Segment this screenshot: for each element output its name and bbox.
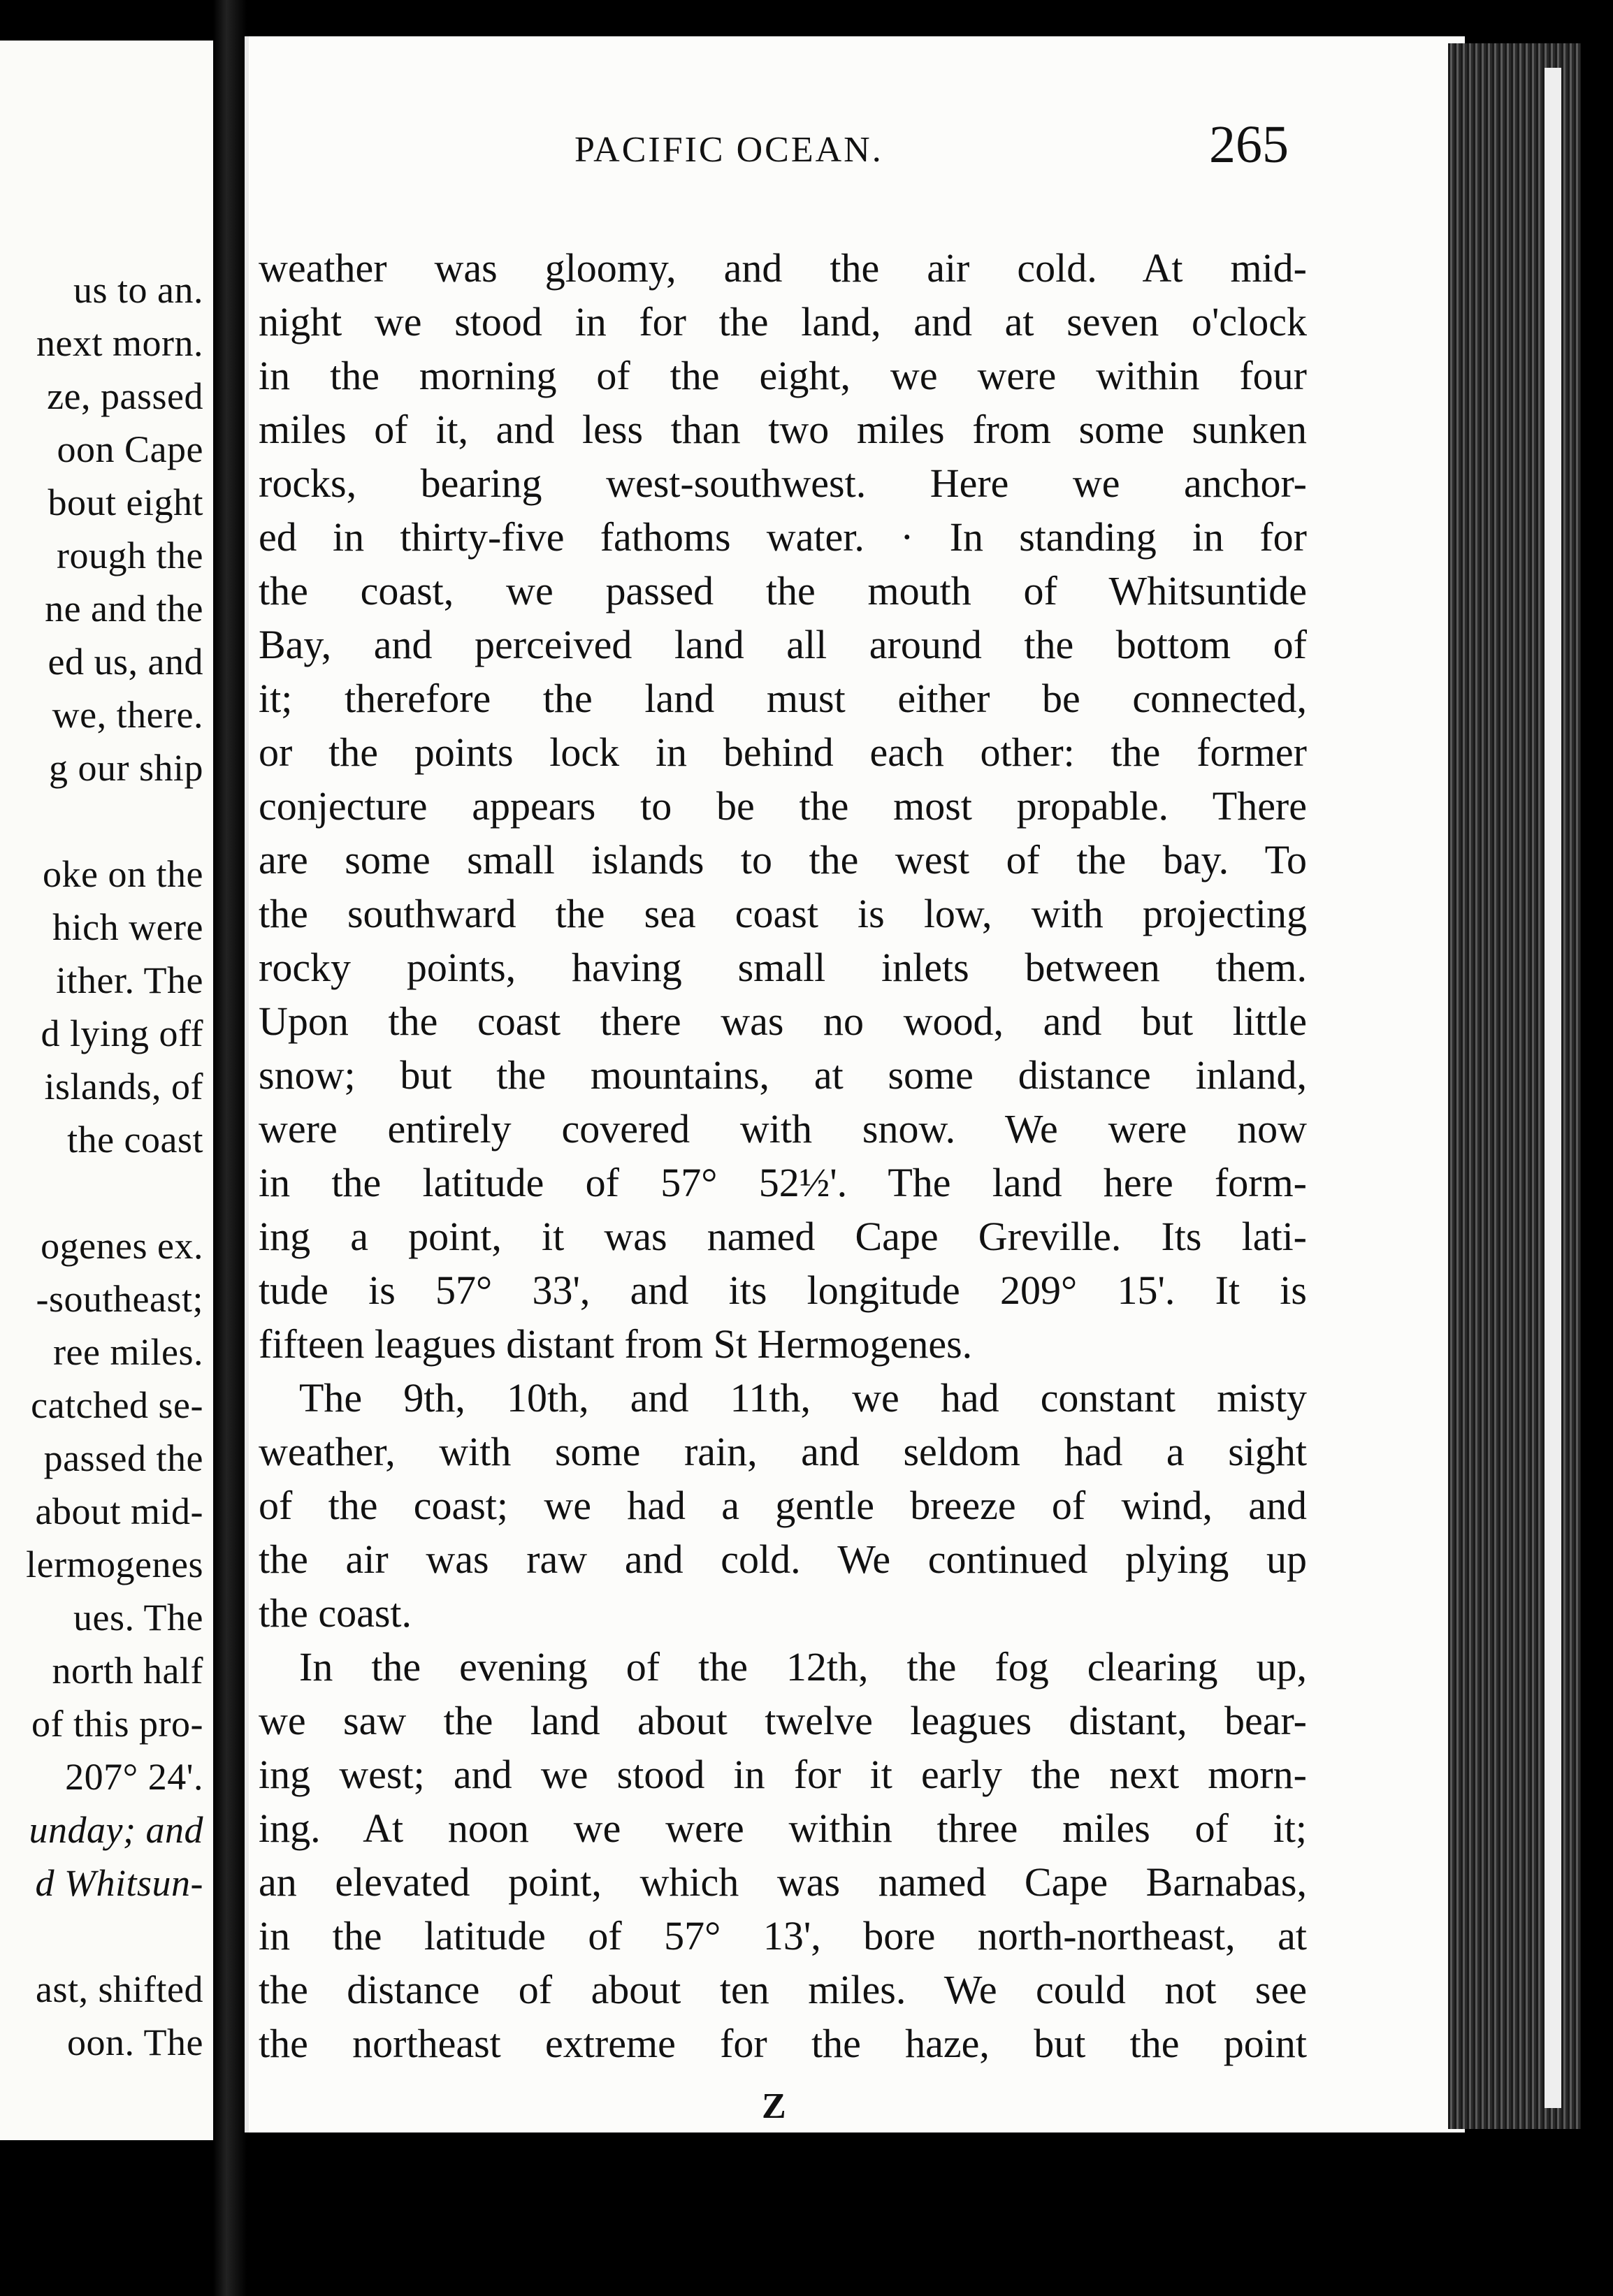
text-line: ing. At noon we were within three miles of it; [259,1805,1307,1851]
facing-line: ast, shifted [36,1968,203,2010]
facing-line: the coast [67,1119,203,1161]
facing-line: oon Cape [57,428,203,470]
facing-line: ze, passed [47,375,203,417]
text-line: ed in thirty-five fathoms water. · In standing in for [259,514,1307,560]
text-line: Upon the coast there was no wood, and but little [259,998,1307,1044]
text-line: it; therefore the land must either be connected, [259,676,1307,721]
text-line: are some small islands to the west of the bay. To [259,837,1307,882]
running-head: PACIFIC OCEAN. [574,130,883,170]
facing-line: north half [52,1650,203,1692]
text-line: or the points lock in behind each other: the former [259,729,1307,775]
facing-line: next morn. [36,322,203,364]
facing-line: ues. The [73,1597,203,1639]
text-line: the northeast extreme for the haze, but the point [259,2021,1307,2066]
facing-line: hich were [52,906,203,948]
facing-line: ne and the [45,588,203,630]
facing-page-fragment [0,41,213,2140]
facing-line: of this pro- [31,1703,203,1745]
book-gutter [213,0,247,2296]
text-line: weather was gloomy, and the air cold. At mid- [259,245,1307,291]
text-line: Bay, and perceived land all around the bottom of [259,622,1307,667]
text-line: miles of it, and less than two miles from some sunken [259,407,1307,452]
facing-line: bout eight [48,481,203,523]
page-edge-highlight [1545,68,1561,2108]
text-line: the southward the sea coast is low, with projecting [259,891,1307,936]
text-line: rocky points, having small inlets between them. [259,945,1307,990]
text-line: were entirely covered with snow. We were now [259,1106,1307,1151]
facing-line: d lying off [41,1012,203,1054]
text-line: tude is 57° 33', and its longitude 209° 15'. It is [259,1267,1307,1313]
text-line: in the morning of the eight, we were within four [259,353,1307,398]
page-number: 265 [1209,115,1289,174]
facing-line: oon. The [67,2021,203,2063]
facing-line: lermogenes [26,1543,203,1585]
text-line: fifteen leagues distant from St Hermogenes. [259,1321,973,1367]
facing-line: -southeast; [36,1278,203,1320]
facing-line: 207° 24'. [65,1756,203,1798]
text-line: the distance of about ten miles. We could not see [259,1967,1307,2012]
page-edges [1448,43,1581,2129]
text-line: in the latitude of 57° 52½'. The land here form- [259,1160,1307,1205]
text-line: an elevated point, which was named Cape Barnabas, [259,1859,1307,1905]
facing-line: oke on the [43,853,203,895]
facing-line: ogenes ex. [41,1225,203,1267]
text-line: night we stood in for the land, and at seven o'clock [259,299,1307,344]
facing-line: ither. The [56,959,203,1001]
text-line: we saw the land about twelve leagues distant, bear- [259,1698,1307,1743]
text-line: ing a point, it was named Cape Greville. Its lati- [259,1214,1307,1259]
text-line: conjecture appears to be the most propable. There [259,783,1307,829]
text-line: weather, with some rain, and seldom had a sight [259,1429,1307,1474]
facing-line: us to an. [73,269,203,311]
facing-line: d Whitsun- [35,1862,203,1904]
text-line: the coast, we passed the mouth of Whitsuntide [259,568,1307,613]
text-line: In the evening of the 12th, the fog clearing up, [299,1644,1307,1690]
text-line: ing west; and we stood in for it early the next morn- [259,1752,1307,1797]
text-line: the coast. [259,1590,412,1636]
facing-line: we, there. [52,694,203,736]
facing-line: unday; and [29,1809,203,1851]
text-line: the air was raw and cold. We continued plying up [259,1536,1307,1582]
facing-line: catched se- [31,1384,203,1426]
signature-mark: Z [762,2086,786,2126]
facing-line: ed us, and [48,641,203,683]
text-line: snow; but the mountains, at some distance inland, [259,1052,1307,1098]
facing-line: about mid- [35,1490,203,1532]
facing-line: rough the [57,535,203,576]
text-line: of the coast; we had a gentle breeze of wind, and [259,1483,1307,1528]
text-line: The 9th, 10th, and 11th, we had constant misty [299,1375,1307,1421]
facing-line: ree miles. [53,1331,203,1373]
text-line: in the latitude of 57° 13', bore north-northeast, at [259,1913,1307,1959]
text-line: rocks, bearing west-southwest. Here we anchor- [259,460,1307,506]
facing-line: passed the [43,1437,203,1479]
facing-line: g our ship [49,747,203,789]
facing-line: islands, of [44,1066,203,1107]
